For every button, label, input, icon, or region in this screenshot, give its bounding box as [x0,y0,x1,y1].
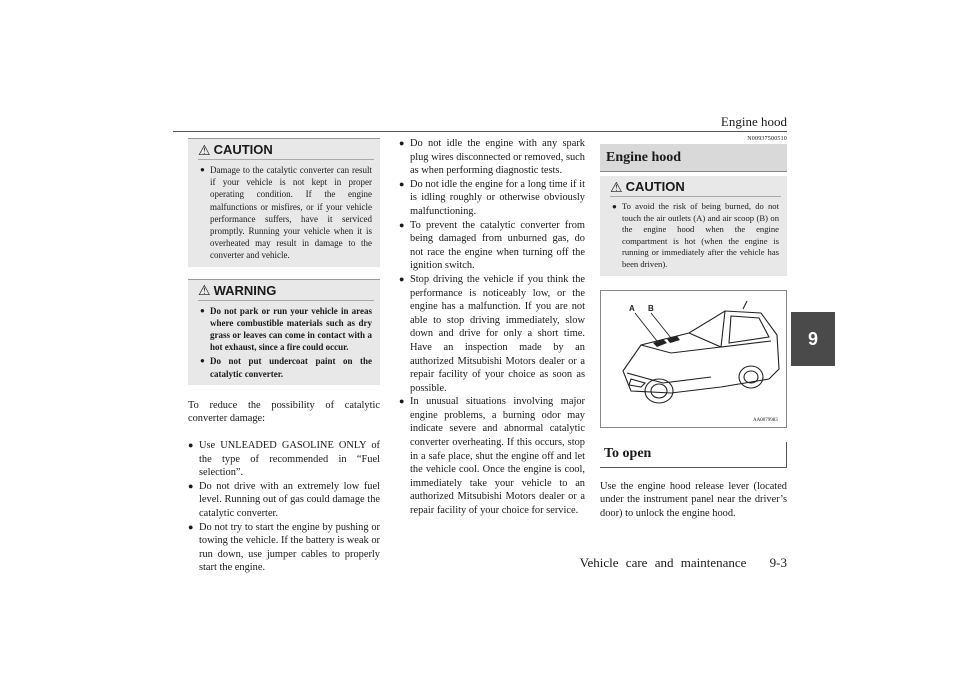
warning-box [188,279,380,385]
list-item: ● Do not drive with an extremely low fuel level. Running out of gas could damage the catalytic converter. [188,480,380,521]
header-rule [173,131,787,132]
chapter-tab: 9 [791,312,835,366]
caution-item: ● To avoid the risk of being burned, do not touch the air outlets (A) and air scoop (B) on the engine hood when the engine compartment is hot (when the engine is running or immediately after the vehicle has been driven). [612,201,779,271]
caution-heading [600,176,787,196]
document-code: N00937500510 [747,136,787,142]
column-2 [399,137,585,518]
list-item: ● In unusual situations involving major engine problems, a burning odor may indicate severe and abnormal catalytic converter overheating. If this occurs, stop in a safe place, shut the engine off and let the vehicle cool. Once the engine is cool, immediately take your vehicle to an authorized Mitsubishi Motors dealer or a repair facility of your choice for service. [399,395,585,517]
car-drawing [601,291,786,427]
caution-body [600,197,787,276]
caution-label: CAUTION [213,142,273,157]
list-item: ● Stop driving the vehicle if you think the performance is noticeably low, or the engine has a malfunction. If you are not able to stop driving immediately, slow down and drive for only a short time. Have an inspection made by an authorized Mitsubishi Motors dealer or a repair facility of your choice as soon as possible. [399,273,585,395]
running-footer [580,555,787,571]
column-3 [600,136,787,520]
warning-triangle-icon: ⚠ [610,178,623,195]
column-1 [188,138,380,575]
list-item: ● Use UNLEADED GASOLINE ONLY of the type of recommended in “Fuel selection”. [188,439,380,480]
list-item: ● Do not try to start the engine by pushing or towing the vehicle. If the battery is weak or run down, use jumper cables to properly start the engine. [188,521,380,575]
figure-label-b: B [648,303,654,313]
warning-item: ● Do not put undercoat paint on the catalytic converter. [200,355,372,379]
engine-hood-illustration [600,290,787,428]
list-item: ● Do not idle the engine for a long time if it is idling roughly or otherwise obviously malfunctioning. [399,178,585,219]
warning-heading [188,280,380,300]
running-header-title: Engine hood [720,114,787,129]
bullet-list [188,439,380,575]
caution-body [188,160,380,267]
subsection-title: To open [600,442,787,468]
page-number: 9-3 [769,555,787,570]
warning-label: WARNING [213,282,277,298]
warning-body [188,301,380,385]
warning-triangle-icon: ⚠ [198,141,211,158]
figure-label-a: A [629,303,635,313]
list-item: ● To prevent the catalytic converter from being damaged from unburned gas, do not race the engine when turning off the ignition switch. [399,219,585,273]
caution-label: CAUTION [625,179,685,194]
footer-section: Vehicle care and maintenance [579,555,747,570]
caution-box [600,176,787,276]
open-instructions: Use the engine hood release lever (located under the instrument panel near the driver’s door) to unlock the engine hood. [600,480,787,519]
section-title: Engine hood [600,144,787,172]
caution-box [188,138,380,267]
warning-triangle-icon: ⚠ [198,282,211,299]
warning-item: ● Do not park or run your vehicle in areas where combustible materials such as dry grass or leaves can come in contact with a hot exhaust, since a fire could occur. [200,305,372,354]
figure-code: AA0079983 [753,417,778,423]
intro-paragraph: To reduce the possibility of catalytic converter damage: [188,399,380,425]
caution-heading [188,139,380,159]
caution-item: ● Damage to the catalytic converter can result if your vehicle is not kept in proper operating condition. If the engine malfunctions or misfires, or if your vehicle performance suffers, have it serviced promptly. Running your vehicle when it is overheated may result in damage to the converter and vehicle. [200,164,372,262]
list-item: ● Do not idle the engine with any spark plug wires disconnected or removed, such as when performing diagnostic tests. [399,137,585,178]
